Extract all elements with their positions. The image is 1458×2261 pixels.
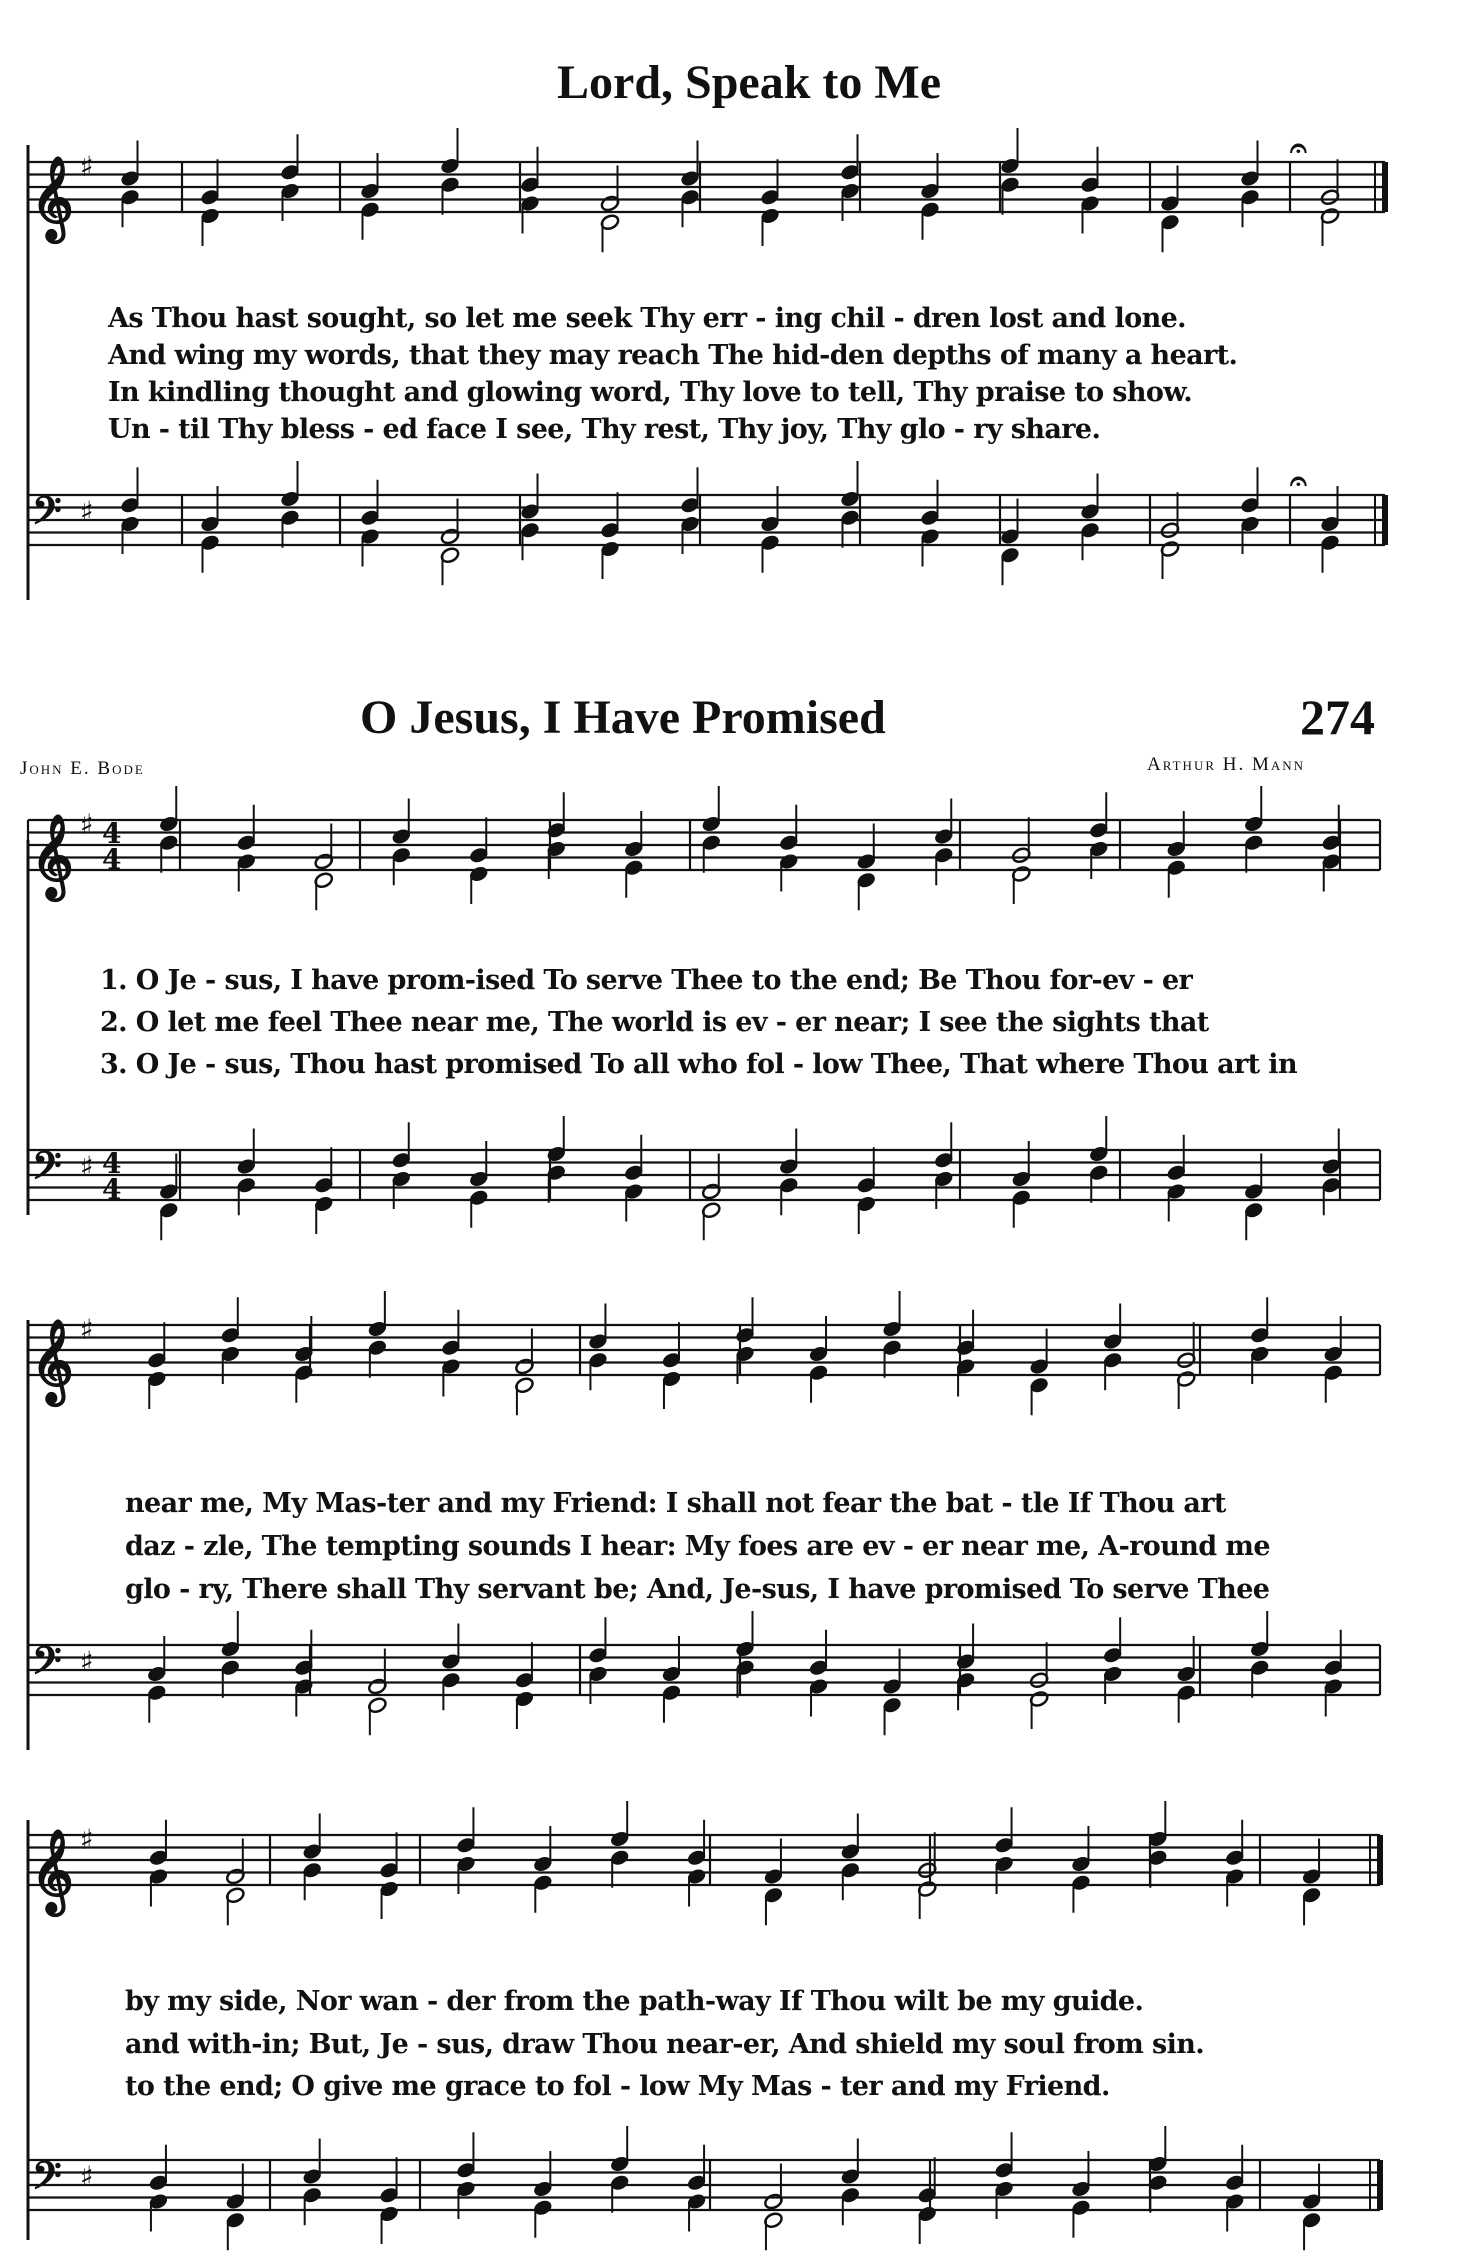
hymn-number: 274 [1300, 689, 1375, 745]
lyric-line: 1. O Je - sus, I have prom-ised To serve Thee to the end; Be Thou for-ev - er [100, 965, 1193, 996]
svg-text:4: 4 [102, 843, 122, 876]
treble-clef-icon: 𝄞 [31, 812, 74, 897]
lyric-line: near me, My Mas-ter and my Friend: I shall not fear the bat - tle If Thou art [125, 1488, 1226, 1519]
bass-clef-icon: 𝄢 [32, 1143, 62, 1197]
lyric-line: by my side, Nor wan - der from the path-way If Thou wilt be my guide. [125, 1986, 1144, 2017]
sharp-icon: ♯ [80, 808, 94, 841]
staff [28, 495, 1385, 545]
svg-text:4: 4 [102, 1173, 122, 1206]
staff [28, 162, 1385, 212]
treble-clef-icon: 𝄞 [31, 154, 74, 239]
bass-clef-icon: 𝄢 [32, 2153, 62, 2207]
treble-clef-icon: 𝄞 [31, 1827, 74, 1912]
sharp-icon: ♯ [80, 495, 94, 528]
lyric-line: In kindling thought and glowing word, Thy love to tell, Thy praise to show. [108, 377, 1193, 408]
fermata-icon: 𝄐 [1290, 131, 1307, 166]
lyric-line: 2. O let me feel Thee near me, The world is ev - er near; I see the sights that [100, 1007, 1209, 1038]
sharp-icon: ♯ [80, 1313, 94, 1346]
lyric-line: to the end; O give me grace to fol - low My Mas - ter and my Friend. [125, 2071, 1110, 2102]
lyric-line: 3. O Je - sus, Thou hast promised To all who fol - low Thee, That where Thou art in [100, 1049, 1297, 1080]
hymn-title-lord-speak-to-me: Lord, Speak to Me [557, 56, 941, 109]
time-signature-icon: 4 [102, 817, 122, 850]
lyric-line: Un - til Thy bless - ed face I see, Thy rest, Thy joy, Thy glo - ry share. [108, 414, 1101, 445]
bass-clef-icon: 𝄢 [32, 1638, 62, 1692]
time-signature-icon: 4 [102, 1147, 122, 1180]
words-credit: John E. Bode [20, 758, 145, 779]
sharp-icon: ♯ [80, 150, 94, 183]
music-credit: Arthur H. Mann [1147, 754, 1306, 775]
fermata-icon: 𝄐 [1290, 464, 1307, 499]
lyric-line: glo - ry, There shall Thy servant be; And, Je-sus, I have promised To serve Thee [125, 1574, 1270, 1605]
bass-clef-icon: 𝄢 [32, 488, 62, 542]
hymn-title-o-jesus: O Jesus, I Have Promised [360, 691, 886, 744]
sharp-icon: ♯ [80, 1823, 94, 1856]
sharp-icon: ♯ [80, 1150, 94, 1183]
treble-clef-icon: 𝄞 [31, 1317, 74, 1402]
lyric-line: and with-in; But, Je - sus, draw Thou near-er, And shield my soul from sin. [125, 2029, 1205, 2060]
lyric-line: daz - zle, The tempting sounds I hear: My foes are ev - er near me, A-round me [125, 1531, 1270, 1562]
lyric-line: And wing my words, that they may reach The hid-den depths of many a heart. [108, 340, 1238, 371]
sharp-icon: ♯ [80, 2160, 94, 2193]
sharp-icon: ♯ [80, 1645, 94, 1678]
lyric-line: As Thou hast sought, so let me seek Thy err - ing chil - dren lost and lone. [108, 303, 1186, 334]
